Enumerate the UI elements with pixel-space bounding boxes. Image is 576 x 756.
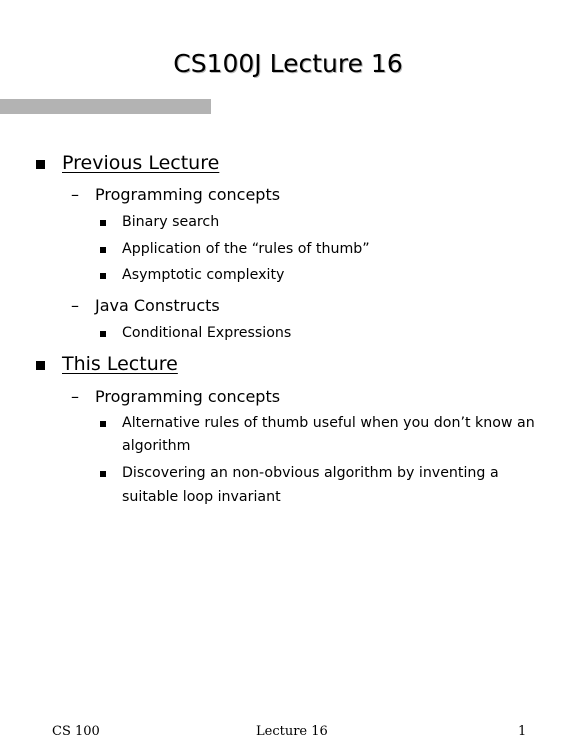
square-bullet-icon xyxy=(100,273,106,279)
dash-bullet-icon: – xyxy=(71,296,79,315)
list-item: Asymptotic complexity xyxy=(122,267,285,283)
footer-course: CS 100 xyxy=(52,724,100,739)
section-heading-this-lecture: This Lecture xyxy=(62,353,178,375)
group-label: Programming concepts xyxy=(95,185,281,204)
square-bullet-icon xyxy=(100,247,106,253)
group-label: Java Constructs xyxy=(95,296,220,315)
footer-lecture: Lecture 16 xyxy=(256,724,328,739)
list-item-line: Alternative rules of thumb useful when you don’t know an xyxy=(122,415,535,431)
list-item: Binary search xyxy=(122,214,220,230)
dash-bullet-icon: – xyxy=(71,185,79,204)
dash-bullet-icon: – xyxy=(71,387,79,406)
list-item: Conditional Expressions xyxy=(122,325,292,341)
list-item: Application of the “rules of thumb” xyxy=(122,241,370,257)
list-item-line: suitable loop invariant xyxy=(122,489,281,505)
title-accent-bar xyxy=(0,99,211,114)
list-item-line: Discovering an non-obvious algorithm by inventing a xyxy=(122,465,499,481)
section-heading-previous-lecture: Previous Lecture xyxy=(62,152,220,174)
square-bullet-icon xyxy=(100,471,106,477)
square-bullet-icon xyxy=(36,160,45,169)
square-bullet-icon xyxy=(100,331,106,337)
square-bullet-icon xyxy=(100,220,106,226)
square-bullet-icon xyxy=(100,421,106,427)
list-item-line: algorithm xyxy=(122,438,191,454)
slide-title: CS100J Lecture 16 xyxy=(173,49,403,78)
group-label: Programming concepts xyxy=(95,387,281,406)
footer-page-number: 1 xyxy=(518,724,527,739)
square-bullet-icon xyxy=(36,361,45,370)
